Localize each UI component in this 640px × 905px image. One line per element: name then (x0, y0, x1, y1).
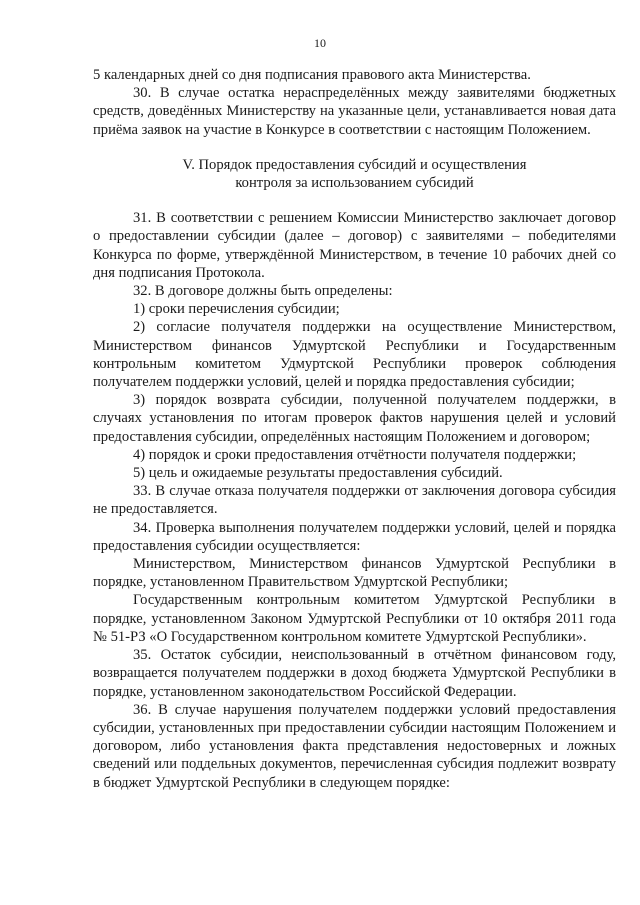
paragraph-30: 30. В случае остатка нераспределённых между заявителями бюджетных средств, доведённых Министерству на указанные цели, устанавливается новая дата приёма заявок на участие в Конкурсе в соответствии с настоящим Положением. (93, 85, 616, 138)
paragraph-32-2: 2) согласие получателя поддержки на осуществление Министерством, Министерством финансов Удмуртской Республики и Государственным контрольным комитетом Удмуртской Республики проверок соблюдения получателем поддержки условий, целей и порядка предоставления субсидии; (93, 319, 616, 391)
section-heading-line-2: контроля за использованием субсидий (235, 175, 474, 192)
paragraph-32-4: 4) порядок и сроки предоставления отчётности получателя поддержки; (133, 446, 577, 463)
paragraphs-after-heading (93, 209, 616, 792)
paragraph-34-a: Министерством, Министерством финансов Удмуртской Республики в порядке, установленном Правительством Удмуртской Республики; (93, 556, 616, 591)
section-heading-line-1: V. Порядок предоставления субсидий и осуществления (182, 156, 527, 173)
paragraph-33: 33. В случае отказа получателя поддержки от заключения договора субсидия не предоставляется. (93, 483, 616, 518)
paragraph-34: 34. Проверка выполнения получателем поддержки условий, целей и порядка предоставления субсидии осуществляется: (93, 519, 616, 554)
paragraph-continuation: 5 календарных дней со дня подписания правового акта Министерства. (93, 67, 531, 83)
paragraph-32: 32. В договоре должны быть определены: (133, 283, 393, 300)
paragraph-34-b: Государственным контрольным комитетом Удмуртской Республики в порядке, установленном Законом Удмуртской Республики от 10 октября 2011 года № 51-РЗ «О Государственном контрольном комитете Удмуртской Республики». (93, 592, 616, 645)
paragraph-35: 35. Остаток субсидии, неиспользованный в отчётном финансовом году, возвращается получателем поддержки в доход бюджета Удмуртской Республики в порядке, установленном законодательством Российской Федерации. (93, 647, 616, 700)
page-number: 10 (314, 36, 326, 50)
paragraphs-before-heading (93, 66, 616, 139)
section-heading (93, 156, 616, 192)
document-body (93, 66, 616, 792)
paragraph-32-5: 5) цель и ожидаемые результаты предоставления субсидий. (133, 465, 503, 482)
paragraph-36: 36. В случае нарушения получателем поддержки условий предоставления субсидии, установленных при предоставлении субсидии настоящим Положением и договором, либо установления факта представления недостоверных и ложных сведений или поддельных документов, перечисленная субсидия подлежит возврату в бюджет Удмуртской Республики в следующем порядке: (93, 701, 616, 791)
paragraph-32-1: 1) сроки перечисления субсидии; (133, 301, 340, 318)
paragraph-31: 31. В соответствии с решением Комиссии Министерство заключает договор о предоставлении субсидии (далее – договор) с заявителями – победителями Конкурса по форме, утверждённой Министерством, в течение 10 рабочих дней со дня подписания Протокола. (93, 210, 616, 281)
paragraph-32-3: 3) порядок возврата субсидии, полученной получателем поддержки, в случаях установления по итогам проверок фактов нарушения целей и условий предоставления субсидии, определённых настоящим Положением и договором; (93, 392, 616, 445)
